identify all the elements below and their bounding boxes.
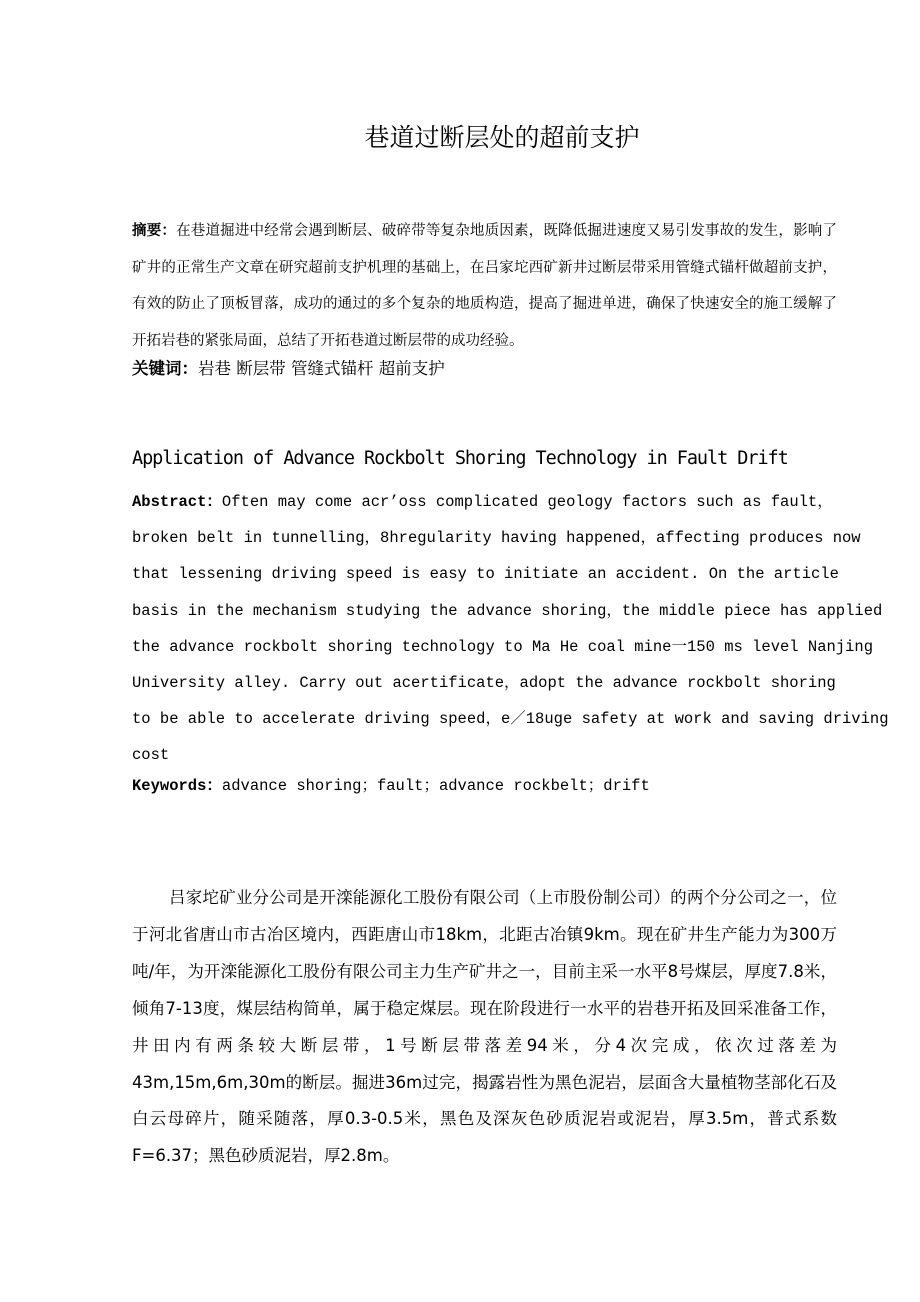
abstract-en-line [132, 484, 912, 520]
keywords-en-label: Keywords： [132, 777, 222, 795]
abstract-cn-label: 摘要： [132, 223, 177, 239]
abstract-en-line-text: Often may come acr’oss complicated geology factors such as fault， [221, 493, 833, 511]
keywords-en-text: advance shoring；fault；advance rockbelt；drift [221, 777, 650, 795]
keywords-cn-text: 岩巷 断层带 管缝式锚杆 超前支护 [198, 359, 445, 378]
abstract-en-line: University alley. Carry out acertificate，adopt the advance rockbolt shoring [132, 674, 836, 693]
body-paragraph: 吕家坨矿业分公司是开滦能源化工股份有限公司（上市股份制公司）的两个分公司之一，位于河北省唐山市古冶区境内，西距唐山市18km，北距古冶镇9km。现在矿井生产能力为300万吨/年，为开滦能源化工股份有限公司主力生产矿井之一，目前主采一水平8号煤层，厚度7.8米，倾角7-13度，煤层结构简单，属于稳定煤层。现在阶段进行一水平的岩巷开拓及回采准备工作，井田内有两条较大断层带，1号断层带落差94米，分4次完成，依次过落差为43m,15m,6m,30m的断层。掘进36m过完，揭露岩性为黑色泥岩，层面含大量植物茎部化石及白云母碎片，随采随落，厚0.3-0.5米，黑色及深灰色砂质泥岩或泥岩，厚3.5m，普式系数F=6.37；黑色砂质泥岩，厚2.8m。 [132, 888, 837, 1166]
english-title: Application of Advance Rockbolt Shoring Technology in Fault Drift [132, 448, 788, 469]
abstract-en [132, 484, 912, 774]
keywords-cn [132, 355, 837, 379]
abstract-en-line: broken belt in tunnelling，8hregularity having happened，affecting produces now [132, 529, 861, 548]
abstract-en-line: to be able to accelerate driving speed，e／18uge safety at work and saving driving [132, 710, 889, 729]
abstract-cn-text: 在巷道掘进中经常会遇到断层、破碎带等复杂地质因素，既降低掘进速度又易引发事故的发生，影响了矿井的正常生产文章在研究超前支护机理的基础上，在吕家坨西矿新井过断层带采用管缝式锚杆做超前支护，有效的防止了顶板冒落，成功的通过的多个复杂的地质构造，提高了掘进单进，确保了快速安全的施工缓解了开拓岩巷的紧张局面，总结了开拓巷道过断层带的成功经验。 [132, 223, 837, 349]
keywords-cn-label: 关键词： [132, 359, 198, 378]
abstract-en-line: the advance rockbolt shoring technology to Ma He coal mine一150 ms level Nanjing [132, 637, 874, 656]
abstract-en-line: cost [132, 746, 170, 765]
keywords-en [132, 773, 912, 795]
abstract-en-line: basis in the mechanism studying the advance shoring，the middle piece has applied [132, 601, 883, 620]
page-title: 巷道过断层处的超前支护 [364, 123, 640, 152]
abstract-en-line: that lessening driving speed is easy to initiate an accident. On the article [132, 565, 839, 584]
abstract-en-label: Abstract： [132, 493, 222, 511]
abstract-cn [132, 213, 837, 359]
